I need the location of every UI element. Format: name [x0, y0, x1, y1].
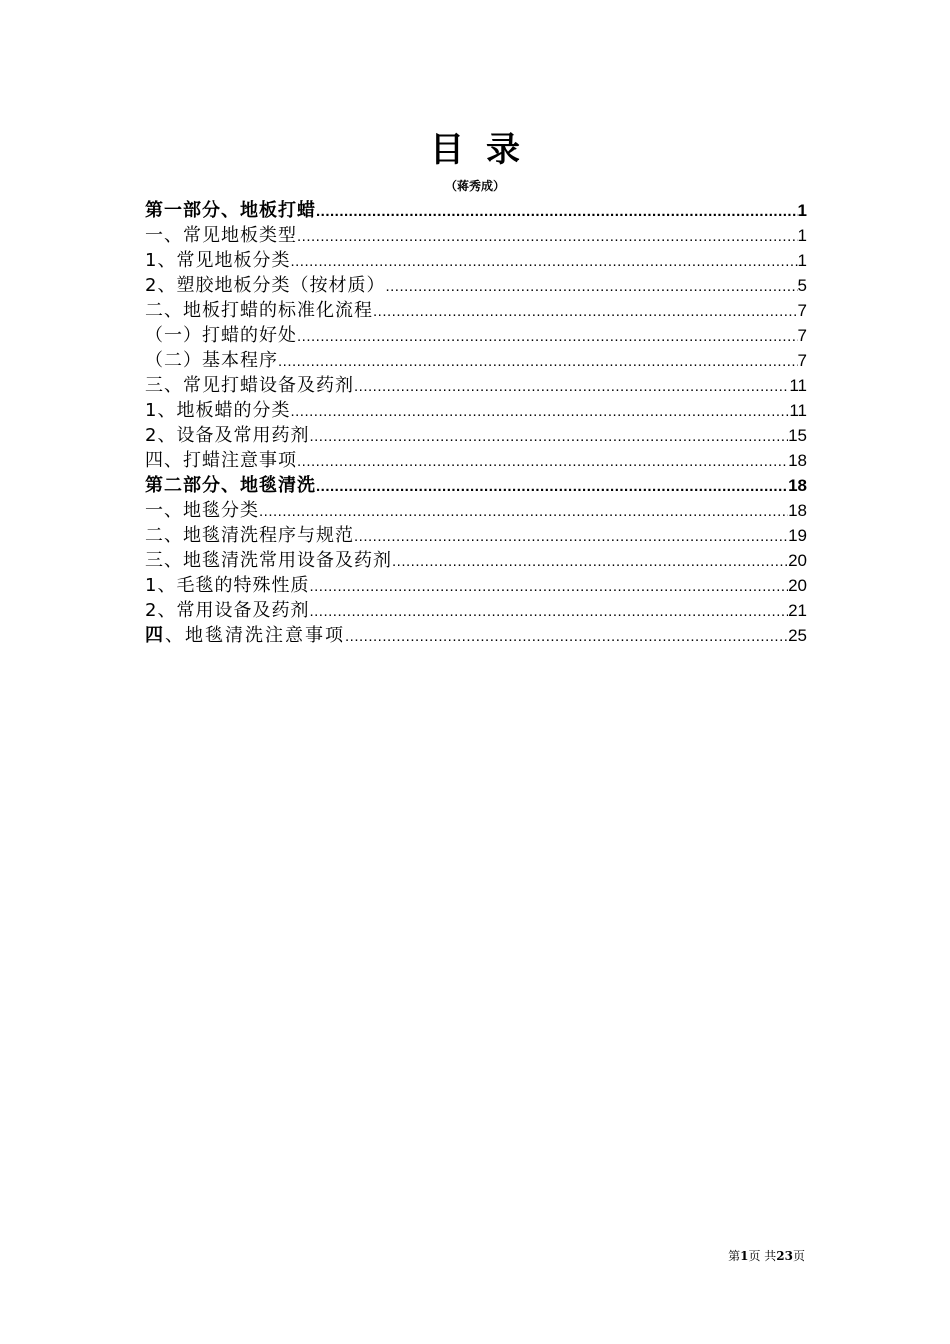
toc-entry-page: 7 — [797, 351, 807, 370]
toc-entry-label: 一、地毯分类 — [145, 500, 259, 521]
toc-entry[interactable] — [145, 273, 807, 298]
toc-leader-dots — [278, 349, 798, 373]
toc-entry-page: 19 — [788, 526, 807, 545]
toc-leader-dots — [309, 424, 788, 448]
toc-leader-dots — [385, 274, 797, 298]
toc-entry-page: 20 — [788, 551, 807, 570]
toc-entry-label: 三、地毯清洗常用设备及药剂 — [145, 550, 392, 571]
toc-entry-label: 第一部分、地板打蜡 — [145, 200, 316, 221]
toc-leader-dots — [297, 324, 798, 348]
toc-entry[interactable] — [145, 248, 807, 273]
toc-entry[interactable] — [145, 498, 807, 523]
toc-entry-label: 第二部分、地毯清洗 — [145, 475, 316, 496]
toc-leader-dots — [297, 449, 788, 473]
toc-entry-label: 1、地板蜡的分类 — [145, 400, 291, 421]
toc-entry-label: （二）基本程序 — [145, 350, 278, 371]
toc-entry-label: 2、塑胶地板分类（按材质） — [145, 275, 386, 296]
toc-entry-page: 5 — [797, 276, 807, 295]
toc-entry[interactable] — [145, 548, 807, 573]
page-footer — [728, 1248, 805, 1264]
toc-entry-label: 四、地毯清洗注意事项 — [145, 625, 345, 646]
toc-entry[interactable] — [145, 448, 807, 473]
toc-entry-page: 21 — [788, 601, 807, 620]
toc-entry-label: 二、地毯清洗程序与规范 — [145, 525, 354, 546]
toc-entry[interactable] — [145, 423, 807, 448]
toc-entry-label: 三、常见打蜡设备及药剂 — [145, 375, 354, 396]
toc-entry[interactable] — [145, 598, 807, 623]
toc-leader-dots — [373, 299, 798, 323]
toc-leader-dots — [354, 524, 788, 548]
toc-entry-page: 1 — [797, 251, 807, 270]
toc-entry-page: 18 — [788, 476, 807, 495]
toc-entry-label: 1、毛毯的特殊性质 — [145, 575, 310, 596]
footer-suffix: 页 — [792, 1249, 805, 1263]
toc-entry-label: 2、设备及常用药剂 — [145, 425, 310, 446]
toc-leader-dots — [259, 499, 788, 523]
footer-middle: 页 共 — [748, 1249, 777, 1263]
toc-entry-page: 20 — [788, 576, 807, 595]
footer-prefix: 第 — [728, 1249, 741, 1263]
toc-entry-page: 11 — [789, 401, 807, 420]
toc-leader-dots — [309, 574, 788, 598]
toc-entry-label: 二、地板打蜡的标准化流程 — [145, 300, 373, 321]
toc-entry[interactable] — [145, 373, 807, 398]
toc-entry[interactable] — [145, 223, 807, 248]
toc-entry-page: 11 — [789, 376, 807, 395]
footer-current-page: 1 — [740, 1249, 749, 1263]
toc-entry-page: 18 — [788, 501, 807, 520]
toc-leader-dots — [290, 249, 797, 273]
toc-leader-dots — [345, 624, 788, 648]
toc-leader-dots — [316, 474, 788, 498]
toc-entry-page: 7 — [797, 326, 807, 345]
toc-leader-dots — [290, 399, 789, 423]
toc-entry-label: 1、常见地板分类 — [145, 250, 291, 271]
toc-leader-dots — [297, 224, 798, 248]
page-title-text: 目录 — [430, 130, 542, 170]
toc-entry-page: 7 — [797, 301, 807, 320]
toc-leader-dots — [392, 549, 788, 573]
toc-entry[interactable] — [145, 523, 807, 548]
toc-entry[interactable] — [145, 348, 807, 373]
toc-leader-dots — [354, 374, 789, 398]
toc-entry[interactable] — [145, 198, 807, 223]
author-line: （蒋秀成） — [444, 179, 505, 193]
toc-entry-label: 一、常见地板类型 — [145, 225, 297, 246]
toc-entry-page: 18 — [788, 451, 807, 470]
toc-entry-label: 2、常用设备及药剂 — [145, 600, 310, 621]
toc-entry[interactable] — [145, 623, 807, 648]
toc-entry[interactable] — [145, 573, 807, 598]
toc-entry-label: 四、打蜡注意事项 — [145, 450, 297, 471]
toc-entry[interactable] — [145, 323, 807, 348]
toc-entry-page: 1 — [797, 201, 807, 220]
toc-entry-label: （一）打蜡的好处 — [145, 325, 297, 346]
footer-total-pages: 23 — [776, 1249, 793, 1263]
toc-entry-page: 25 — [788, 626, 807, 645]
toc-entry-page: 15 — [788, 426, 807, 445]
toc-entry[interactable] — [145, 398, 807, 423]
toc-entry[interactable] — [145, 298, 807, 323]
toc-entry[interactable] — [145, 473, 807, 498]
table-of-contents — [145, 198, 807, 648]
page-title — [0, 128, 950, 172]
toc-leader-dots — [309, 599, 788, 623]
toc-leader-dots — [316, 199, 798, 223]
toc-entry-page: 1 — [797, 226, 807, 245]
